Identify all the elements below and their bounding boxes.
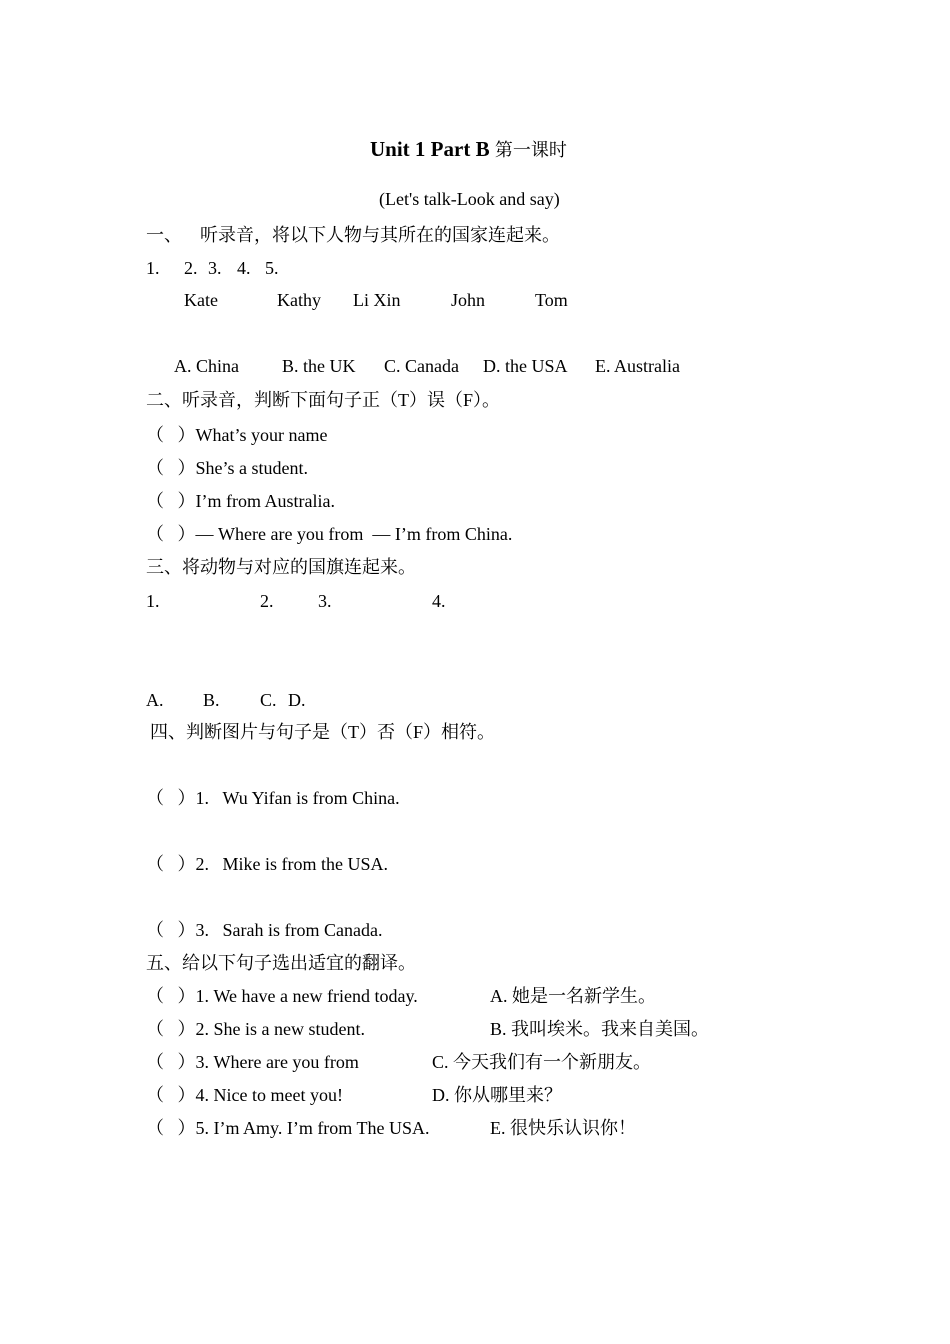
translation-option: C. 今天我们有一个新朋友。 <box>432 1052 652 1072</box>
animal-number: 4. <box>432 591 446 611</box>
translation-sentence: （ ）5. I’m Amy. I’m from The USA. <box>146 1118 430 1138</box>
person-name: Li Xin <box>353 290 401 310</box>
page-title <box>370 138 567 161</box>
section1-number: 1. <box>146 258 160 278</box>
animal-number: 1. <box>146 591 160 611</box>
country-option: C. Canada <box>384 356 459 376</box>
person-name: John <box>451 290 486 310</box>
flag-letter: D. <box>288 690 306 710</box>
section5-heading: 五、给以下句子选出适宜的翻译。 <box>146 953 416 973</box>
animal-number: 2. <box>260 591 274 611</box>
section1-number: 4. <box>237 258 251 278</box>
true-false-item: （ ）— Where are you from — I’m from China. <box>146 524 513 544</box>
flag-letter: A. <box>146 690 164 710</box>
picture-judge-item: （ ）3. Sarah is from Canada. <box>146 920 383 940</box>
flag-letter: B. <box>203 690 220 710</box>
picture-judge-item: （ ）1. Wu Yifan is from China. <box>146 788 400 808</box>
section3-heading: 三、将动物与对应的国旗连起来。 <box>146 557 416 577</box>
translation-option: B. 我叫埃米。我来自美国。 <box>490 1019 710 1039</box>
person-name: Tom <box>535 290 568 310</box>
title-chinese: 第一课时 <box>494 140 567 160</box>
translation-option: A. 她是一名新学生。 <box>490 986 656 1006</box>
translation-sentence: （ ）3. Where are you from <box>146 1052 359 1072</box>
translation-sentence: （ ）4. Nice to meet you! <box>146 1085 343 1105</box>
flag-letter: C. <box>260 690 277 710</box>
translation-option: D. 你从哪里来？ <box>432 1085 562 1105</box>
true-false-item: （ ）She’s a student. <box>146 458 308 478</box>
section1-heading: 一、 听录音，将以下人物与其所在的国家连起来。 <box>146 225 560 245</box>
picture-judge-item: （ ）2. Mike is from the USA. <box>146 854 388 874</box>
section1-number: 2. <box>184 258 198 278</box>
country-option: B. the UK <box>282 356 356 376</box>
person-name: Kathy <box>277 290 321 310</box>
country-option: A. China <box>174 356 239 376</box>
section2-heading: 二、听录音，判断下面句子正（T）误（F）。 <box>146 390 501 410</box>
section1-number: 3. <box>208 258 222 278</box>
animal-number: 3. <box>318 591 332 611</box>
country-option: D. the USA <box>483 356 568 376</box>
translation-option: E. 很快乐认识你！ <box>490 1118 636 1138</box>
true-false-item: （ ）What’s your name <box>146 425 328 445</box>
person-name: Kate <box>184 290 218 310</box>
country-option: E. Australia <box>595 356 680 376</box>
translation-sentence: （ ）2. She is a new student. <box>146 1019 365 1039</box>
page-subtitle: (Let's talk-Look and say) <box>379 189 560 209</box>
true-false-item: （ ）I’m from Australia. <box>146 491 335 511</box>
section1-number: 5. <box>265 258 279 278</box>
translation-sentence: （ ）1. We have a new friend today. <box>146 986 418 1006</box>
title-english: Unit 1 Part B <box>370 137 495 161</box>
section4-heading: 四、判断图片与句子是（T）否（F）相符。 <box>150 722 496 742</box>
